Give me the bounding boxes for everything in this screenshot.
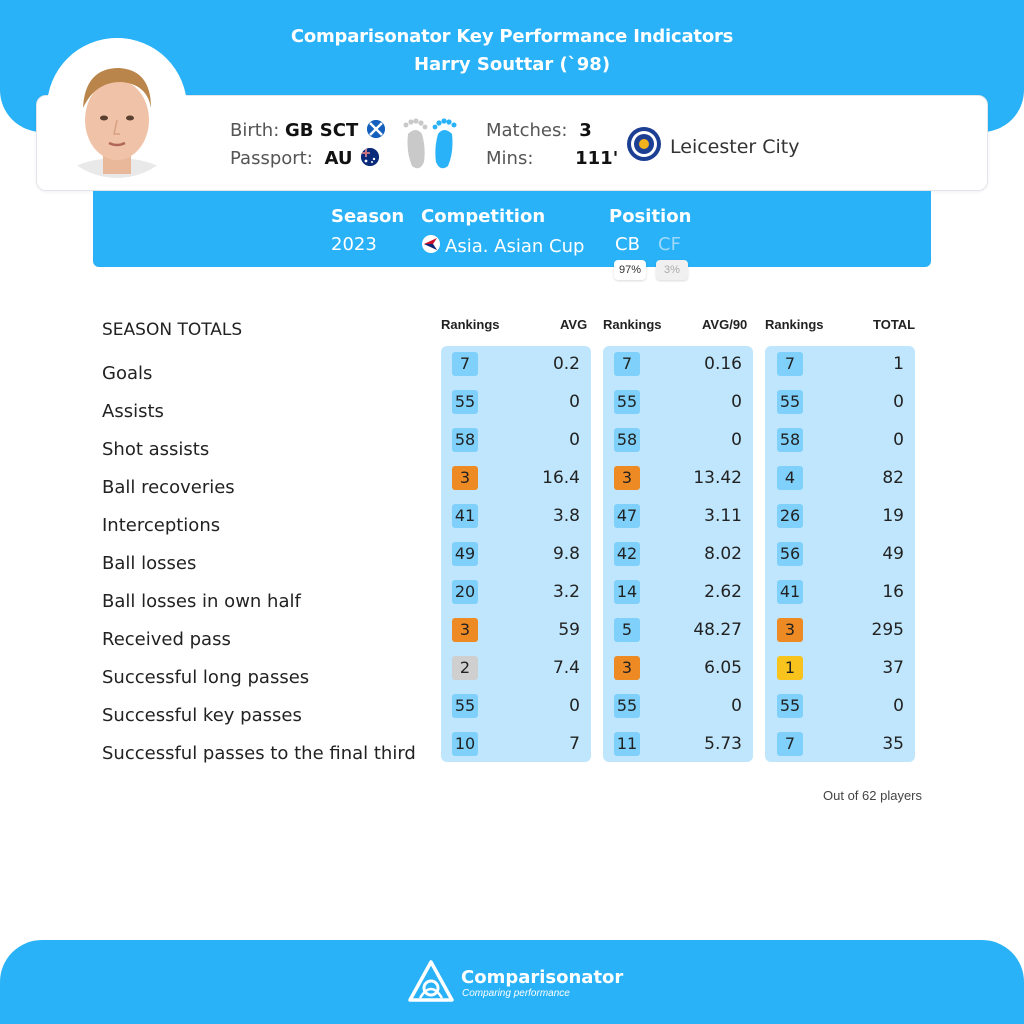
stat-value: 3.11 xyxy=(704,506,742,526)
passport-value: AU xyxy=(324,148,353,169)
footnote: Out of 62 players xyxy=(823,788,922,803)
ranking-badge: 2 xyxy=(452,656,478,680)
ranking-badge: 1 xyxy=(777,656,803,680)
stat-value: 13.42 xyxy=(693,468,742,488)
scotland-flag-icon xyxy=(367,120,385,138)
player-name: Harry Souttar (`98) xyxy=(413,54,611,75)
stat-value: 0 xyxy=(731,430,742,450)
stat-value: 295 xyxy=(871,620,904,640)
ranking-badge: 55 xyxy=(777,390,803,414)
ranking-badge: 55 xyxy=(777,694,803,718)
stat-value: 82 xyxy=(882,468,904,488)
ranking-badge: 49 xyxy=(452,542,478,566)
ranking-badge: 55 xyxy=(452,694,478,718)
ranking-badge: 3 xyxy=(452,466,478,490)
matches-label: Matches: xyxy=(486,120,568,141)
stat-value: 7.4 xyxy=(552,658,580,678)
ranking-badge: 4 xyxy=(777,466,803,490)
page-title: Comparisonator Key Performance Indicators xyxy=(290,26,734,47)
stat-value: 49 xyxy=(882,544,904,564)
brand-name: Comparisonator xyxy=(461,967,624,988)
row-label: Ball losses xyxy=(102,553,197,574)
season-label: Season xyxy=(331,206,405,227)
col-header-rankings-3: Rankings xyxy=(765,317,824,332)
ranking-badge: 10 xyxy=(452,732,478,756)
ranking-badge: 42 xyxy=(614,542,640,566)
row-label: Successful long passes xyxy=(102,667,310,688)
row-label: Interceptions xyxy=(102,515,221,536)
ranking-badge: 41 xyxy=(777,580,803,604)
stat-value: 0 xyxy=(893,430,904,450)
stat-value: 0 xyxy=(893,392,904,412)
stat-value: 0 xyxy=(569,696,580,716)
stat-value: 5.73 xyxy=(704,734,742,754)
ranking-badge: 11 xyxy=(614,732,640,756)
ranking-badge: 3 xyxy=(452,618,478,642)
birth-value: GB SCT xyxy=(285,120,359,141)
australia-flag-icon xyxy=(361,148,379,166)
stat-value: 9.8 xyxy=(552,544,580,564)
comparisonator-logo-icon xyxy=(408,960,454,1009)
row-label: Goals xyxy=(102,363,153,384)
stat-value: 6.05 xyxy=(704,658,742,678)
brand-tagline: Comparing performance xyxy=(462,988,570,999)
ranking-badge: 47 xyxy=(614,504,640,528)
ranking-badge: 41 xyxy=(452,504,478,528)
stat-value: 16 xyxy=(882,582,904,602)
stat-value: 3.8 xyxy=(552,506,580,526)
ranking-badge: 55 xyxy=(614,390,640,414)
ranking-badge: 3 xyxy=(614,466,640,490)
col-header-avg90: AVG/90 xyxy=(702,317,748,332)
competition-value: Asia. Asian Cup xyxy=(445,236,585,257)
row-label: Assists xyxy=(102,401,164,422)
ranking-badge: 7 xyxy=(777,352,803,376)
asian-cup-icon xyxy=(421,234,441,259)
section-title: SEASON TOTALS xyxy=(102,320,243,340)
row-label: Successful key passes xyxy=(102,705,302,726)
ranking-badge: 58 xyxy=(777,428,803,452)
row-label: Ball recoveries xyxy=(102,477,235,498)
ranking-badge: 56 xyxy=(777,542,803,566)
birth-label: Birth: xyxy=(230,120,280,141)
stat-value: 0 xyxy=(731,696,742,716)
ranking-badge: 3 xyxy=(777,618,803,642)
ranking-badge: 3 xyxy=(614,656,640,680)
row-label: Ball losses in own half xyxy=(102,591,301,612)
row-label: Shot assists xyxy=(102,439,210,460)
ranking-badge: 5 xyxy=(614,618,640,642)
stat-value: 0 xyxy=(569,392,580,412)
footedness-icon xyxy=(400,112,460,177)
stat-value: 7 xyxy=(569,734,580,754)
leicester-crest-icon xyxy=(626,126,662,167)
competition-label: Competition xyxy=(421,206,546,227)
position-cb-percent: 97% xyxy=(614,260,646,280)
col-header-avg: AVG xyxy=(560,317,588,332)
ranking-badge: 7 xyxy=(777,732,803,756)
stat-value: 48.27 xyxy=(693,620,742,640)
stat-value: 19 xyxy=(882,506,904,526)
position-cb: CB xyxy=(615,234,640,255)
col-header-rankings-1: Rankings xyxy=(441,317,500,332)
ranking-badge: 7 xyxy=(452,352,478,376)
mins-label: Mins: xyxy=(486,148,534,169)
birth-field xyxy=(230,120,385,141)
stat-value: 0.16 xyxy=(704,354,742,374)
stat-value: 59 xyxy=(558,620,580,640)
competition-field xyxy=(421,234,584,259)
ranking-badge: 55 xyxy=(614,694,640,718)
matches-field xyxy=(486,120,592,141)
position-cf-percent: 3% xyxy=(656,260,688,280)
season-value: 2023 xyxy=(331,234,377,255)
stat-value: 35 xyxy=(882,734,904,754)
player-avatar xyxy=(47,38,187,178)
ranking-badge: 20 xyxy=(452,580,478,604)
stat-value: 2.62 xyxy=(704,582,742,602)
mins-value: 111' xyxy=(575,148,619,169)
stat-value: 0 xyxy=(569,430,580,450)
club-name: Leicester City xyxy=(670,135,800,158)
stat-value: 0.2 xyxy=(552,354,580,374)
stat-value: 37 xyxy=(882,658,904,678)
ranking-badge: 58 xyxy=(614,428,640,452)
ranking-badge: 7 xyxy=(614,352,640,376)
stat-value: 8.02 xyxy=(704,544,742,564)
position-label: Position xyxy=(609,206,692,227)
passport-label: Passport: xyxy=(230,148,313,169)
ranking-badge: 58 xyxy=(452,428,478,452)
mins-field xyxy=(486,148,618,169)
stat-value: 0 xyxy=(893,696,904,716)
ranking-badge: 14 xyxy=(614,580,640,604)
stat-value: 16.4 xyxy=(542,468,580,488)
col-header-rankings-2: Rankings xyxy=(603,317,662,332)
ranking-badge: 55 xyxy=(452,390,478,414)
stat-value: 0 xyxy=(731,392,742,412)
row-label: Successful passes to the final third xyxy=(102,743,416,764)
matches-value: 3 xyxy=(579,120,592,141)
position-cf: CF xyxy=(658,234,681,255)
col-header-total: TOTAL xyxy=(873,317,916,332)
stat-value: 1 xyxy=(893,354,904,374)
club-info xyxy=(626,126,799,167)
ranking-badge: 26 xyxy=(777,504,803,528)
passport-field xyxy=(230,148,379,169)
row-label: Received pass xyxy=(102,629,231,650)
stat-value: 3.2 xyxy=(552,582,580,602)
